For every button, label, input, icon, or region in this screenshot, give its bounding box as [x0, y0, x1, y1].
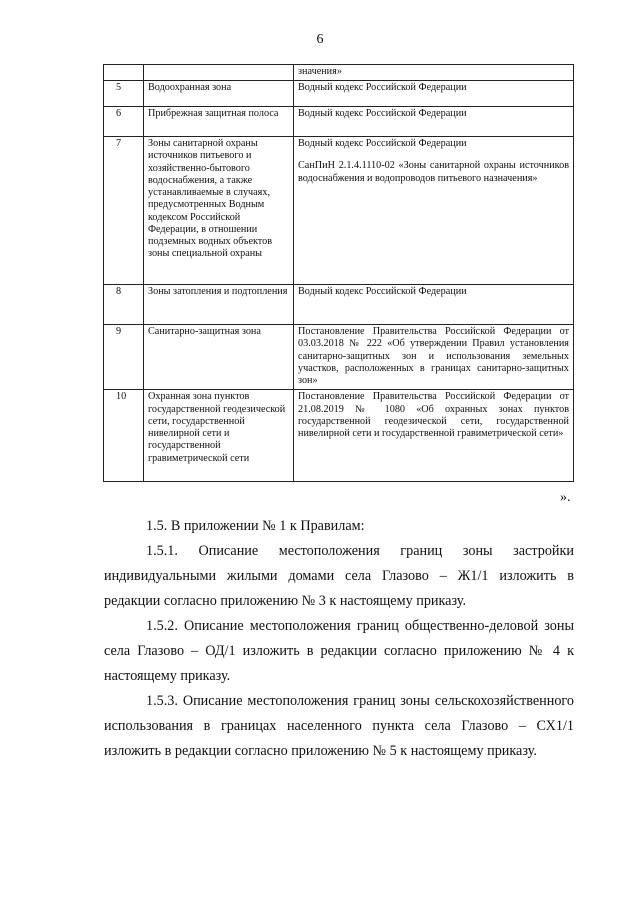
zone-name: Санитарно-защитная зона [144, 325, 294, 390]
page-number: 6 [316, 32, 324, 47]
zone-name: Зоны санитарной охраны источников питьевого и хозяйственно-бытового водоснабжения, а также устанавливаемые в случаях, предусмотренных Водным кодексом Российской Федерации, в отношении подземных водных объектов зоны специальной охраны [144, 137, 294, 285]
table-row [104, 285, 574, 325]
zone-name: Зоны затопления и подтопления [144, 285, 294, 325]
row-number: 5 [104, 81, 144, 107]
row-number: 7 [104, 137, 144, 285]
zones-table [103, 64, 574, 482]
table-row [104, 81, 574, 107]
law-reference [294, 81, 574, 107]
law-reference [294, 107, 574, 137]
law-reference [294, 137, 574, 285]
law-text: Водный кодекс Российской Федерации [298, 82, 467, 94]
law-text: Постановление Правительства Российской Федерации от 21.08.2019 № 1080 «Об охранных зонах пунктов государственной геодезической сети, государственной нивелирной сети и государственной гравиметрической сети» [298, 391, 569, 440]
table-row [104, 325, 574, 390]
row-number: 10 [104, 390, 144, 482]
paragraph-1-5: 1.5. В приложении № 1 к Правилам: [146, 518, 365, 534]
table-cell-law: значения» [294, 65, 574, 81]
zone-name: Охранная зона пунктов государственной геодезической сети, государственной нивелирной сети и государственной гравиметрической сети [144, 390, 294, 482]
row-number: 6 [104, 107, 144, 137]
law-text: Постановление Правительства Российской Федерации от 03.03.2018 № 222 «Об утверждении Правил установления санитарно-защитных зон и использования земельных участков, расположенных в границах санитарно-защитных зон» [298, 326, 569, 387]
table-cell-num [104, 65, 144, 81]
table-row [104, 390, 574, 482]
law-text: Водный кодекс Российской Федерации [298, 286, 467, 298]
row-number: 8 [104, 285, 144, 325]
table-row-continuation [104, 65, 574, 81]
law-reference [294, 285, 574, 325]
zone-name: Прибрежная защитная полоса [144, 107, 294, 137]
row-number: 9 [104, 325, 144, 390]
paragraph-1-5-3: 1.5.3. Описание местоположения границ зоны сельскохозяйственного использования в границах населенного пункта села Глазово – СХ1/1 изложить в редакции согласно приложению № 5 к настоящему приказу. [104, 693, 574, 759]
law-reference [294, 325, 574, 390]
table-row [104, 107, 574, 137]
zone-name: Водоохранная зона [144, 81, 294, 107]
law-text: Водный кодекс Российской Федерации [298, 108, 467, 120]
paragraph-1-5-1: 1.5.1. Описание местоположения границ зоны застройки индивидуальными жилыми домами села Глазово – Ж1/1 изложить в редакции согласно приложению № 3 к настоящему приказу. [104, 543, 574, 609]
law-text: СанПиН 2.1.4.1110-02 «Зоны санитарной охраны источников водоснабжения и водопроводов питьевого назначения» [298, 160, 569, 184]
paragraph-1-5-2: 1.5.2. Описание местоположения границ общественно-деловой зоны села Глазово – ОД/1 изложить в редакции согласно приложению № 4 к настоящему приказу. [104, 618, 574, 684]
law-reference [294, 390, 574, 482]
table-row [104, 137, 574, 285]
body-text [104, 514, 574, 764]
table-cell-zone [144, 65, 294, 81]
closing-quote: ». [560, 490, 571, 505]
law-text: Водный кодекс Российской Федерации [298, 138, 467, 150]
